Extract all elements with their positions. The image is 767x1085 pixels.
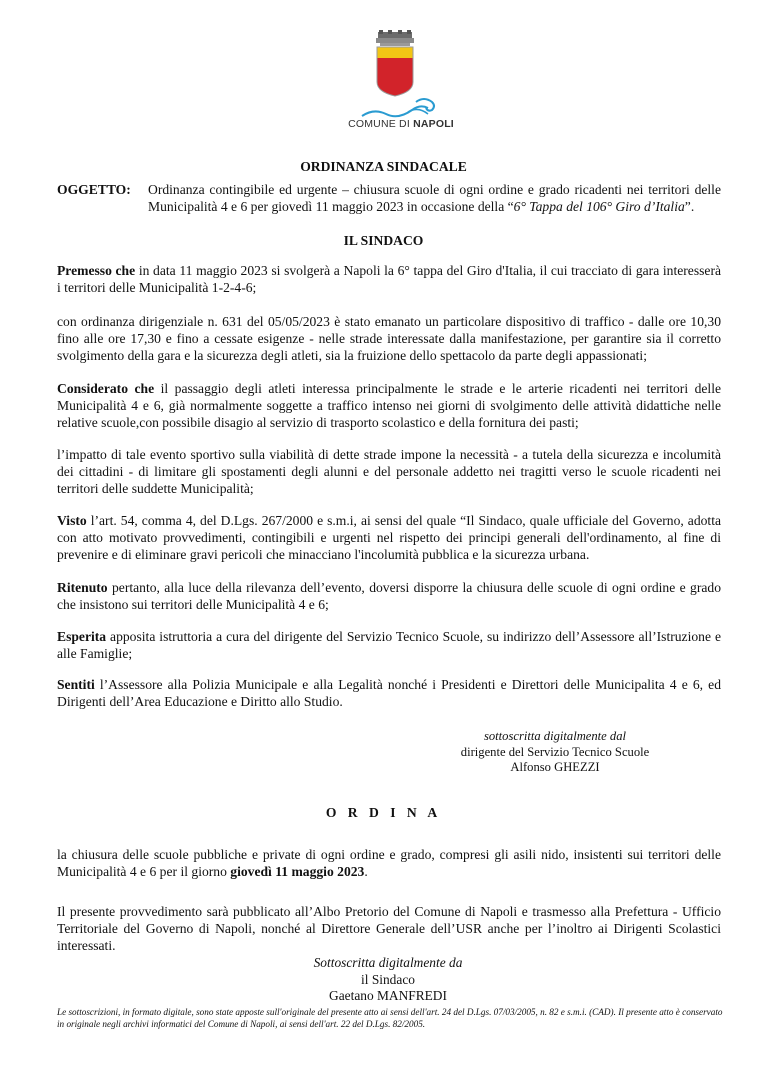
oggetto-label: OGGETTO: — [57, 182, 131, 197]
ordina-heading: O R D I N A — [325, 805, 442, 820]
footer-note: Le sottoscrizioni, in formato digitale, sono state apposte sull'originale del presente atto ai sensi dell'art. 24 del D.Lgs. 07/03/2005, n. 82 e s.m.i. (CAD). Il presente atto è conservato in originale negli archivi informatici del Comune di Napoli, ai sensi dell'art. 22 del D.Lgs. 82/2005. — [57, 1007, 723, 1029]
signature-dirigente — [430, 729, 680, 776]
signature-dirigente-line1: sottoscritta digitalmente dal — [483, 729, 627, 743]
signature-sindaco-line2: il Sindaco — [361, 971, 415, 987]
signature-dirigente-line2: dirigente del Servizio Tecnico Scuole — [460, 744, 650, 759]
paragraph-chiusura: la chiusura delle scuole pubbliche e private di ogni ordine e grado, compresi gli asili nido, insistenti sui territori delle Municipalità 4 e 6 per il giorno giovedì 11 maggio 2023. — [57, 847, 721, 879]
signature-sindaco-line1: Sottoscritta digitalmente da — [313, 955, 463, 970]
comune-di-napoli-logo — [346, 30, 456, 135]
paragraph-ordinanza-dirigenziale: con ordinanza dirigenziale n. 631 del 05/05/2023 è stato emanato un particolare dispositivo di traffico - dalle ore 10,30 fino alle ore 17,30 e fino a cessate esigenze - nelle strade interessate dalla manifestazione, per garantire sia il corretto svolgimento della gara e la sicurezza degli atleti, sia la fruizione dello spettacolo da parte degli appassionati; — [57, 314, 721, 363]
paragraph-pubblicazione: Il presente provvedimento sarà pubblicato all’Albo Pretorio del Comune di Napoli e trasmesso alla Prefettura - Ufficio Territoriale del Governo di Napoli, nonché al Direttore Generale dell’USR anche per l’inoltro ai Dirigenti Scolastici interessati. — [57, 904, 721, 953]
paragraph-ritenuto: Ritenuto pertanto, alla luce della rilevanza dell’evento, doversi disporre la chiusura delle scuole di ogni ordine e grado che insistono sui territori delle Municipalità 4 e 6; — [57, 580, 721, 612]
il-sindaco-heading: IL SINDACO — [343, 233, 424, 248]
paragraph-visto: Visto l’art. 54, comma 4, del D.Lgs. 267/2000 e s.m.i, ai sensi del quale “Il Sindaco, quale ufficiale del Governo, adotta con atto motivato provvedimenti, contingibili e urgenti nel rispetto dei principi generali dell'ordinamento, al fine di prevenire e di eliminare gravi pericoli che minacciano l'incolumità pubblica e la sicurezza urbana. — [57, 513, 721, 562]
signature-dirigente-name: Alfonso GHEZZI — [510, 760, 600, 774]
document-title: ORDINANZA SINDACALE — [300, 159, 467, 174]
oggetto-text: Ordinanza contingibile ed urgente – chiusura scuole di ogni ordine e grado ricadenti nei territori delle Municipalità 4 e 6 per giovedì 11 maggio 2023 in occasione della “6° Tappa del 106° Giro d’Italia”. — [148, 182, 721, 214]
crest-icon — [346, 30, 456, 120]
paragraph-impatto: l’impatto di tale evento sportivo sulla viabilità di dette strade impone la necessità - a tutela della sicurezza e incolumità dei cittadini - di limitare gli spostamenti degli alunni e del personale addetto nei tragitti verso le scuole ricadenti nei territori delle suddette Municipalità; — [57, 447, 721, 496]
logo-text: COMUNE DI NAPOLI — [348, 118, 454, 130]
signature-sindaco — [258, 955, 518, 1005]
signature-sindaco-name: Gaetano MANFREDI — [329, 988, 447, 1003]
paragraph-sentiti: Sentiti l’Assessore alla Polizia Municipale e alla Legalità nonché i Presidenti e Direttori delle Municipalita 4 e 6, ed Dirigenti dell’Area Educazione e Diritto allo Studio. — [57, 677, 721, 709]
paragraph-premesso: Premesso che in data 11 maggio 2023 si svolgerà a Napoli la 6° tappa del Giro d'Italia, il cui tracciato di gara interesserà i territori delle Municipalità 1-2-4-6; — [57, 263, 722, 295]
paragraph-considerato: Considerato che il passaggio degli atleti interessa principalmente le strade e le arterie ricadenti nei territori delle Municipalità 4 e 6, già normalmente soggette a traffico intenso nei giorni di svolgimento delle attività didattiche nelle relative scuole,con possibile disagio al servizio di trasporto scolastico e della fornitura dei pasti; — [57, 381, 721, 430]
paragraph-esperita: Esperita apposita istruttoria a cura del dirigente del Servizio Tecnico Scuole, su indirizzo dell’Assessore all’Istruzione e alle Famiglie; — [57, 629, 721, 661]
